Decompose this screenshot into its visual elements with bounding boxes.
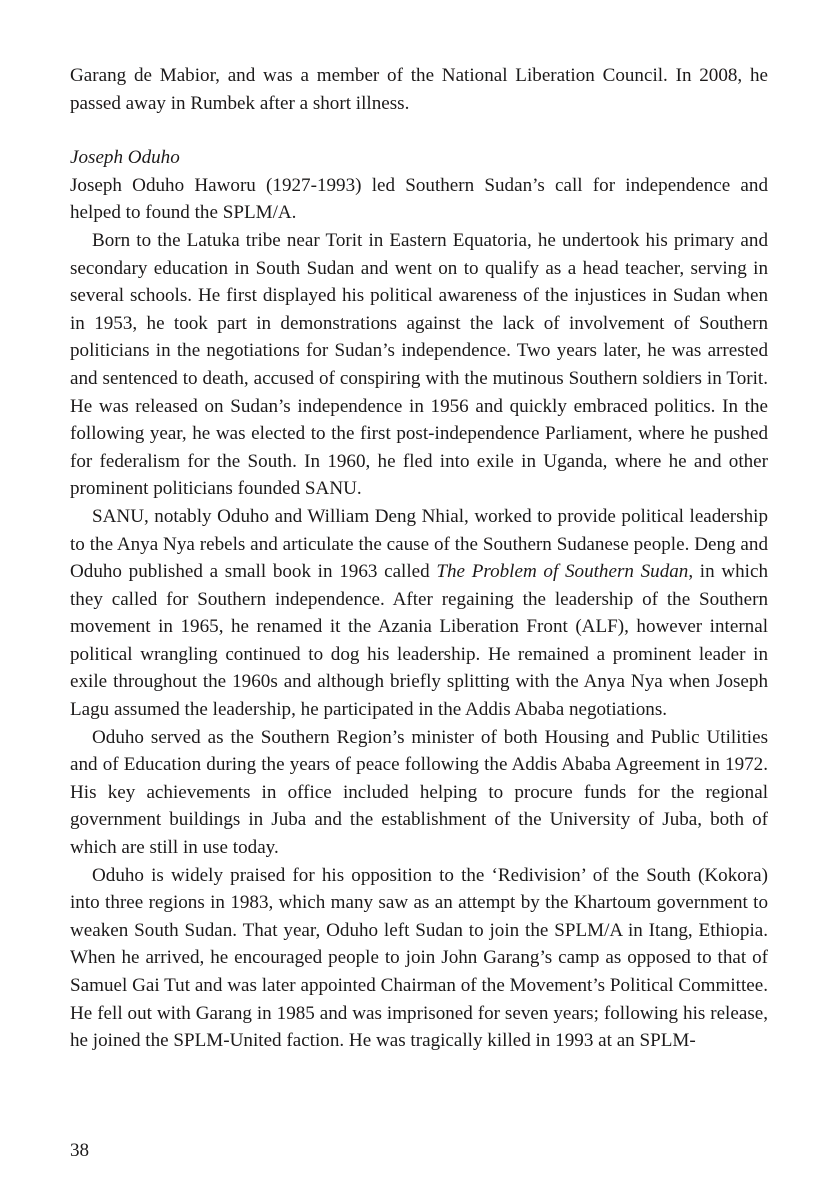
paragraph-oduho-served: Oduho served as the Southern Region’s minister of both Housing and Public Utilities and of Education during the years of peace following the Addis Ababa Agreement in 1972. His key achievements in office included helping to procure funds for the regional government buildings in Juba and the establishment of the University of Juba, both of which are still in use today. [70,726,768,859]
paragraph-kokora-redivision: Oduho is widely praised for his opposition to the ‘Redivision’ of the South (Kokora) into three regions in 1983, which many saw as an attempt by the Khartoum government to weaken South Sudan. That year, Oduho left Sudan to join the SPLM/A in Itang, Ethiopia. When he arrived, he encouraged people to join John Garang’s camp as opposed to that of Samuel Gai Tut and was later appointed Chairman of the Movement’s Political Committee. He fell out with Garang in 1985 and was imprisoned for seven years; following his release, he joined the SPLM-United faction. He was tragically killed in 1993 at an SPLM- [70,864,768,1052]
paragraph-continued-from-previous-page: Garang de Mabior, and was a member of the National Liberation Council. In 2008, he passed away in Rumbek after a short illness. [70,65,768,114]
paragraph-intro: Joseph Oduho Haworu (1927-1993) led Southern Sudan’s call for independence and helped to found the SPLM/A. [70,174,768,224]
paragraph-sanu [70,503,768,724]
paragraph-sanu-text-before-title: SANU, notably Oduho and William Deng Nhial, worked to provide political leadership to the Anya Nya rebels and articulate the cause of the Southern Sudanese people. Deng and Oduho published a small book in 1963 called [70,505,768,583]
book-title-the-problem-of-southern-sudan: The Problem of Southern Sudan [436,561,689,583]
page-number: 38 [70,1140,90,1161]
section-heading-joseph-oduho: Joseph Oduho [70,147,180,169]
page-text-block [70,62,768,1055]
paragraph-sanu-text-after-title: , in which they called for Southern independence. After regaining the leadership of the Southern movement in 1965, he renamed it the Azania Liberation Front (ALF), however internal political wrangling continued to dog his leadership. He remained a prominent leader in exile throughout the 1960s and although briefly splitting with the Anya Nya when Joseph Lagu assumed the leadership, he participated in the Addis Ababa negotiations. [70,561,769,721]
paragraph-born-to-latuka: Born to the Latuka tribe near Torit in Eastern Equatoria, he undertook his primary and secondary education in South Sudan and went on to qualify as a head teacher, serving in several schools. He first displayed his political awareness of the injustices in Sudan when in 1953, he took part in demonstrations against the lack of involvement of Southern politicians in the negotiations for Sudan’s independence. Two years later, he was arrested and sentenced to death, accused of conspiring with the mutinous Southern soldiers in Torit. He was released on Sudan’s independence in 1956 and quickly embraced politics. In the following year, he was elected to the first post-independence Parliament, where he pushed for federalism for the South. In 1960, he fled into exile in Uganda, where he and other prominent politicians founded SANU. [70,229,768,500]
